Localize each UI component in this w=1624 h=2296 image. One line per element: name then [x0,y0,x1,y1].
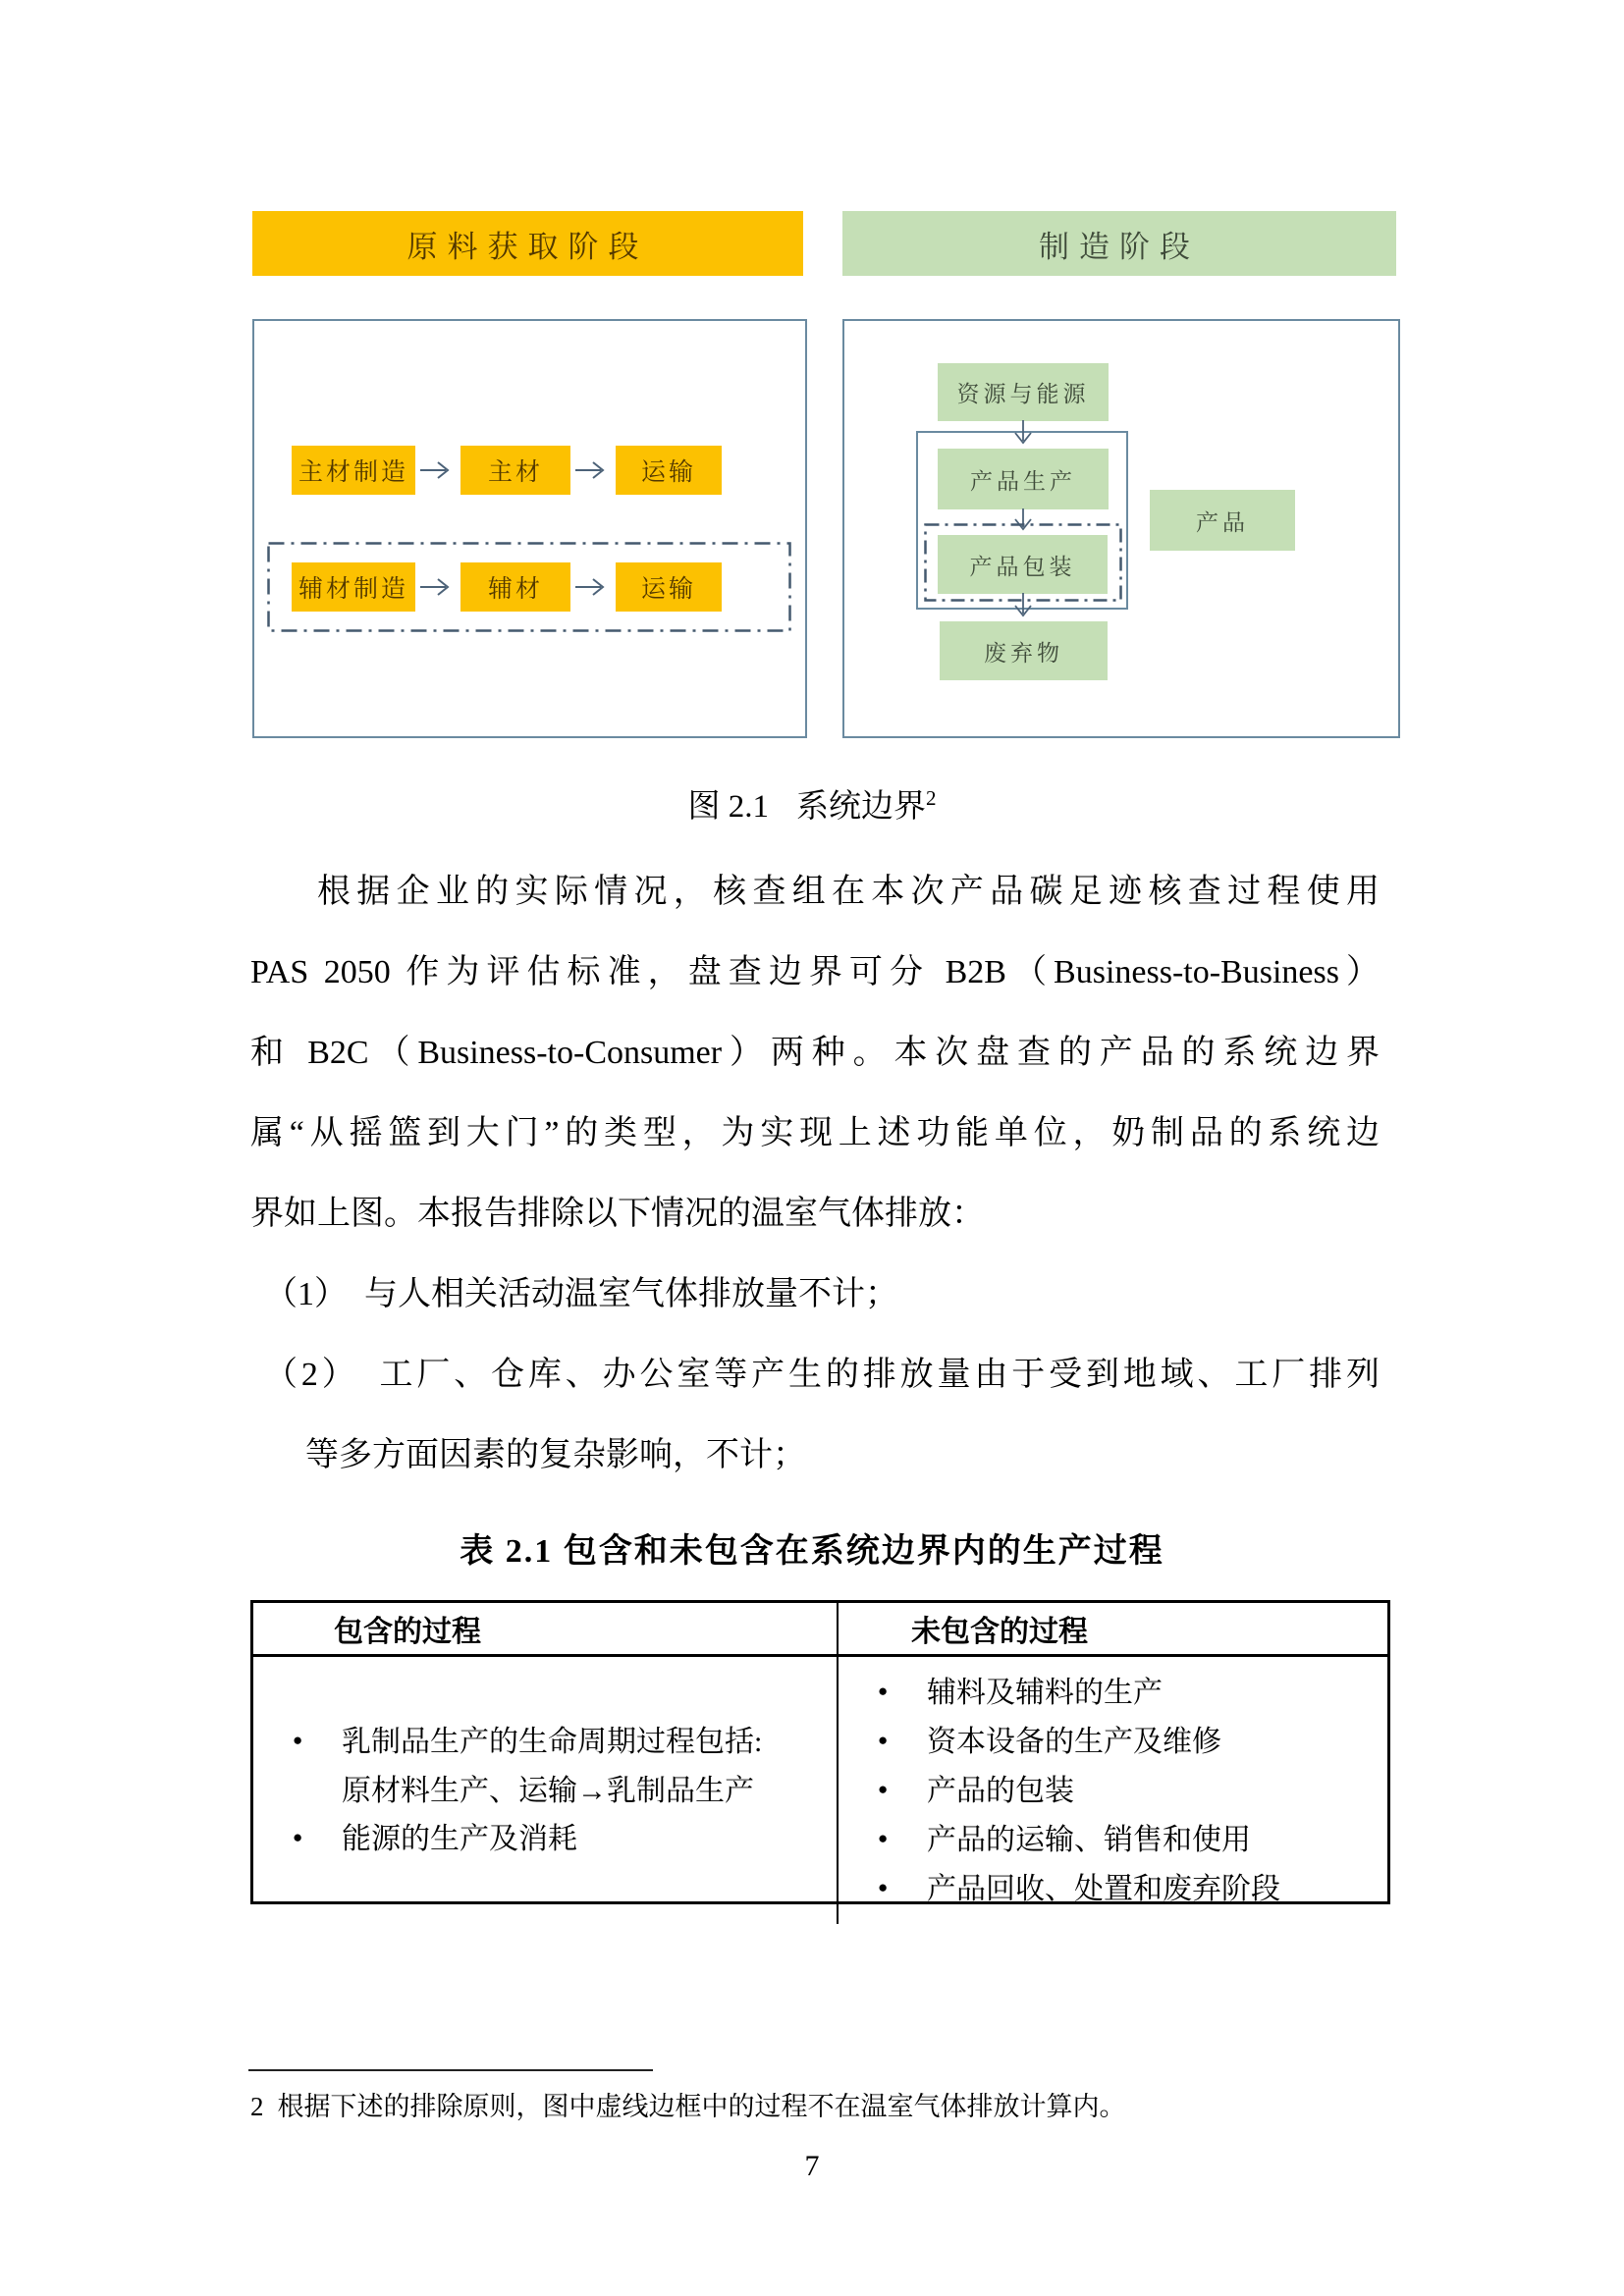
bullet-spacer [293,1767,342,1815]
table-row [293,1767,823,1815]
footnote-separator [248,2069,653,2071]
node-waste: 废弃物 [940,621,1108,680]
included-item-text: 能源的生产及消耗 [342,1822,577,1855]
excluded-item-text: 产品回收、处置和废弃阶段 [927,1873,1280,1905]
node-main-material: 主材 [460,446,570,495]
bullet-icon [878,1865,927,1914]
excluded-item-text: 产品的运输、销售和使用 [927,1824,1251,1856]
node-transport-aux: 运输 [616,562,722,612]
table-row [293,1815,823,1864]
list-item-1: （1） 与人相关活动温室气体排放量不计； [264,1276,898,1312]
excluded-item-text: 资本设备的生产及维修 [927,1726,1221,1758]
stage-header-raw-material: 原料获取阶段 [252,211,803,276]
bullet-icon [878,1767,927,1816]
paragraph-line: 界如上图。本报告排除以下情况的温室气体排放： [250,1196,985,1232]
table-header-excluded: 未包含的过程 [837,1603,1387,1657]
node-product-packaging: 产品包装 [938,535,1108,594]
bullet-icon [293,1815,342,1864]
paragraph-line: 根据企业的实际情况，核查组在本次产品碳足迹核查过程使用 [317,874,1380,910]
raw-material-panel [252,319,807,738]
node-product: 产品 [1150,490,1295,551]
figure-caption-title: 系统边界 [796,789,926,825]
table-row [878,1865,1374,1914]
figure-caption [0,780,1624,827]
figure-caption-label: 图 2.1 [687,789,769,825]
node-transport-main: 运输 [616,446,722,495]
node-main-material-manufacture: 主材制造 [292,446,415,495]
bullet-icon [878,1816,927,1865]
footnote-text: 根据下述的排除原则，图中虚线边框中的过程不在温室气体排放计算内。 [277,2092,1126,2121]
node-aux-material-manufacture: 辅材制造 [292,562,415,612]
excluded-item-text: 产品的包装 [927,1775,1074,1807]
bullet-icon [878,1718,927,1767]
paragraph-line: 和 B2C（Business-to-Consumer）两种。本次盘查的产品的系统边界 [250,1035,1380,1071]
arrow-down-icon [1012,592,1034,623]
included-item-text: 原材料生产、运输→乳制品生产 [342,1774,754,1807]
page-number: 7 [804,2150,820,2182]
bullet-icon [293,1718,342,1767]
arrow-right-icon [419,576,457,598]
table-cell-excluded [837,1657,1387,1924]
body-text [250,852,1380,1496]
arrow-right-icon [574,576,612,598]
stage-header-manufacturing: 制造阶段 [842,211,1396,276]
table-row [293,1718,823,1767]
footnote [250,2085,1126,2123]
manufacturing-panel [842,319,1400,738]
table-row [878,1767,1374,1816]
table-header-included: 包含的过程 [253,1603,837,1657]
table-row [878,1718,1374,1767]
excluded-item-text: 辅料及辅料的生产 [927,1677,1163,1709]
bullet-icon [878,1669,927,1718]
arrow-right-icon [574,459,612,481]
node-product-production: 产品生产 [938,449,1109,509]
arrow-down-icon [1012,419,1034,451]
figure-footnote-ref: 2 [926,786,937,810]
list-item-2-continued: 等多方面因素的复杂影响，不计； [305,1437,806,1473]
arrow-right-icon [419,459,457,481]
node-resources-energy: 资源与能源 [938,363,1109,421]
table-2-1 [250,1600,1390,1904]
footnote-marker: 2 [250,2092,264,2121]
paragraph-line: PAS 2050 作为评估标准，盘查边界可分 B2B（Business-to-Business） [250,954,1380,990]
table-title: 表 2.1 包含和未包含在系统边界内的生产过程 [460,1533,1164,1570]
table-row [878,1816,1374,1865]
table-row [878,1669,1374,1718]
included-item-text: 乳制品生产的生命周期过程包括: [342,1725,763,1758]
list-item-2: （2） 工厂、仓库、办公室等产生的排放量由于受到地域、工厂排列 [264,1357,1380,1393]
paragraph-line: 属“从摇篮到大门”的类型，为实现上述功能单位，奶制品的系统边 [250,1115,1380,1151]
node-aux-material: 辅材 [460,562,570,612]
table-cell-included [253,1657,837,1924]
